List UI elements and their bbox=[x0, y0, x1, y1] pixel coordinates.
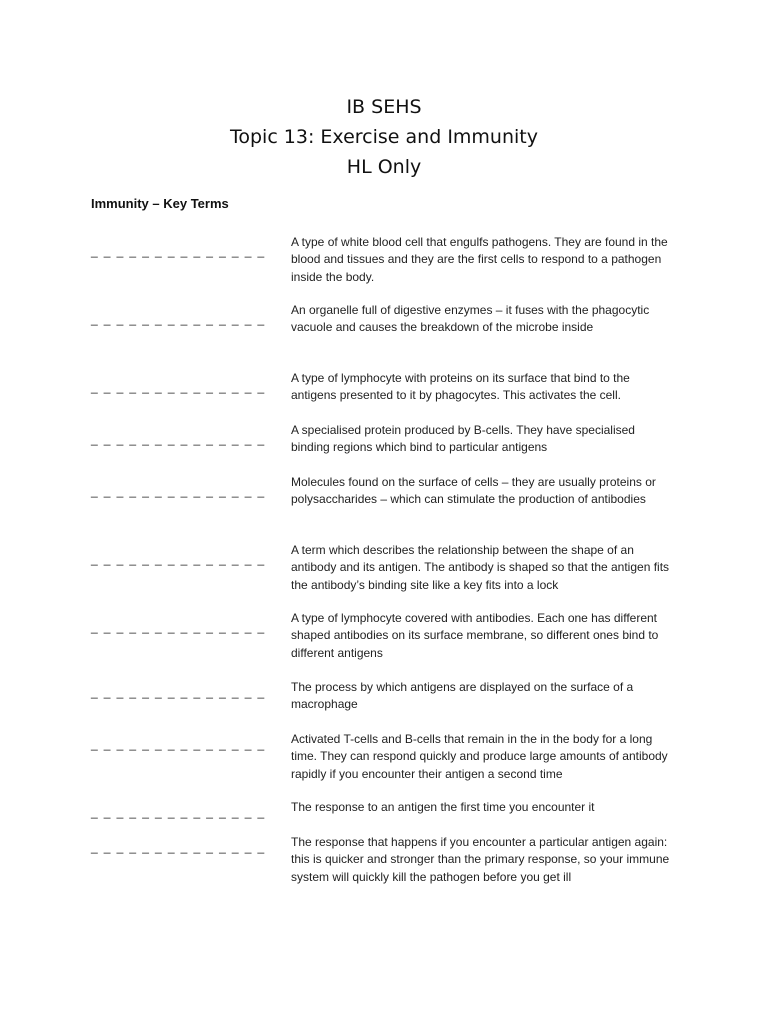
answer-blank: _ _ _ _ _ _ _ _ _ _ _ _ _ _ bbox=[91, 244, 266, 258]
term-definition: An organelle full of digestive enzymes – it fuses with the phagocytic vacuole and causes the breakdown of the microbe inside bbox=[291, 303, 650, 335]
answer-blank: _ _ _ _ _ _ _ _ _ _ _ _ _ _ bbox=[91, 620, 266, 634]
term-definition: The process by which antigens are displayed on the surface of a macrophage bbox=[291, 680, 634, 712]
course-title: IB SEHS bbox=[346, 96, 422, 118]
answer-blank: _ _ _ _ _ _ _ _ _ _ _ _ _ _ bbox=[91, 484, 266, 498]
section-heading: Immunity – Key Terms bbox=[91, 196, 229, 211]
term-definition: A specialised protein produced by B-cells. They have specialised binding regions which bind to particular antigens bbox=[291, 423, 635, 455]
answer-blank: _ _ _ _ _ _ _ _ _ _ _ _ _ _ bbox=[91, 737, 266, 751]
answer-blank: _ _ _ _ _ _ _ _ _ _ _ _ _ _ bbox=[91, 552, 266, 566]
term-definition: A type of white blood cell that engulfs pathogens. They are found in the blood and tissues and they are the first cells to respond to a pathogen inside the body. bbox=[291, 235, 668, 284]
answer-blank: _ _ _ _ _ _ _ _ _ _ _ _ _ _ bbox=[91, 312, 266, 326]
answer-blank: _ _ _ _ _ _ _ _ _ _ _ _ _ _ bbox=[91, 840, 266, 854]
term-definition: Molecules found on the surface of cells – they are usually proteins or polysaccharides – which can stimulate the production of antibodies bbox=[291, 475, 656, 507]
term-definition: The response that happens if you encounter a particular antigen again: this is quicker and stronger than the primary response, so your immune system will quickly kill the pathogen before you get ill bbox=[291, 835, 670, 884]
level-title: HL Only bbox=[346, 156, 422, 178]
answer-blank: _ _ _ _ _ _ _ _ _ _ _ _ _ _ bbox=[91, 380, 266, 394]
answer-blank: _ _ _ _ _ _ _ _ _ _ _ _ _ _ bbox=[91, 432, 266, 446]
answer-blank: _ _ _ _ _ _ _ _ _ _ _ _ _ _ bbox=[91, 805, 266, 819]
topic-title: Topic 13: Exercise and Immunity bbox=[229, 126, 538, 148]
term-definition: The response to an antigen the first time you encounter it bbox=[291, 800, 595, 814]
term-definition: A type of lymphocyte covered with antibodies. Each one has different shaped antibodies on its surface membrane, so different ones bind to different antigens bbox=[291, 611, 659, 660]
term-definition: A term which describes the relationship between the shape of an antibody and its antigen. The antibody is shaped so that the antigen fits the antibody’s binding site like a key fits into a lock bbox=[291, 543, 670, 592]
document-title-block bbox=[0, 92, 768, 182]
term-definition: A type of lymphocyte with proteins on its surface that bind to the antigens presented to it by phagocytes. This activates the cell. bbox=[291, 371, 630, 403]
term-definition: Activated T-cells and B-cells that remain in the in the body for a long time. They can respond quickly and produce large amounts of antibody rapidly if you encounter their antigen a second time bbox=[291, 732, 668, 781]
answer-blank: _ _ _ _ _ _ _ _ _ _ _ _ _ _ bbox=[91, 685, 266, 699]
